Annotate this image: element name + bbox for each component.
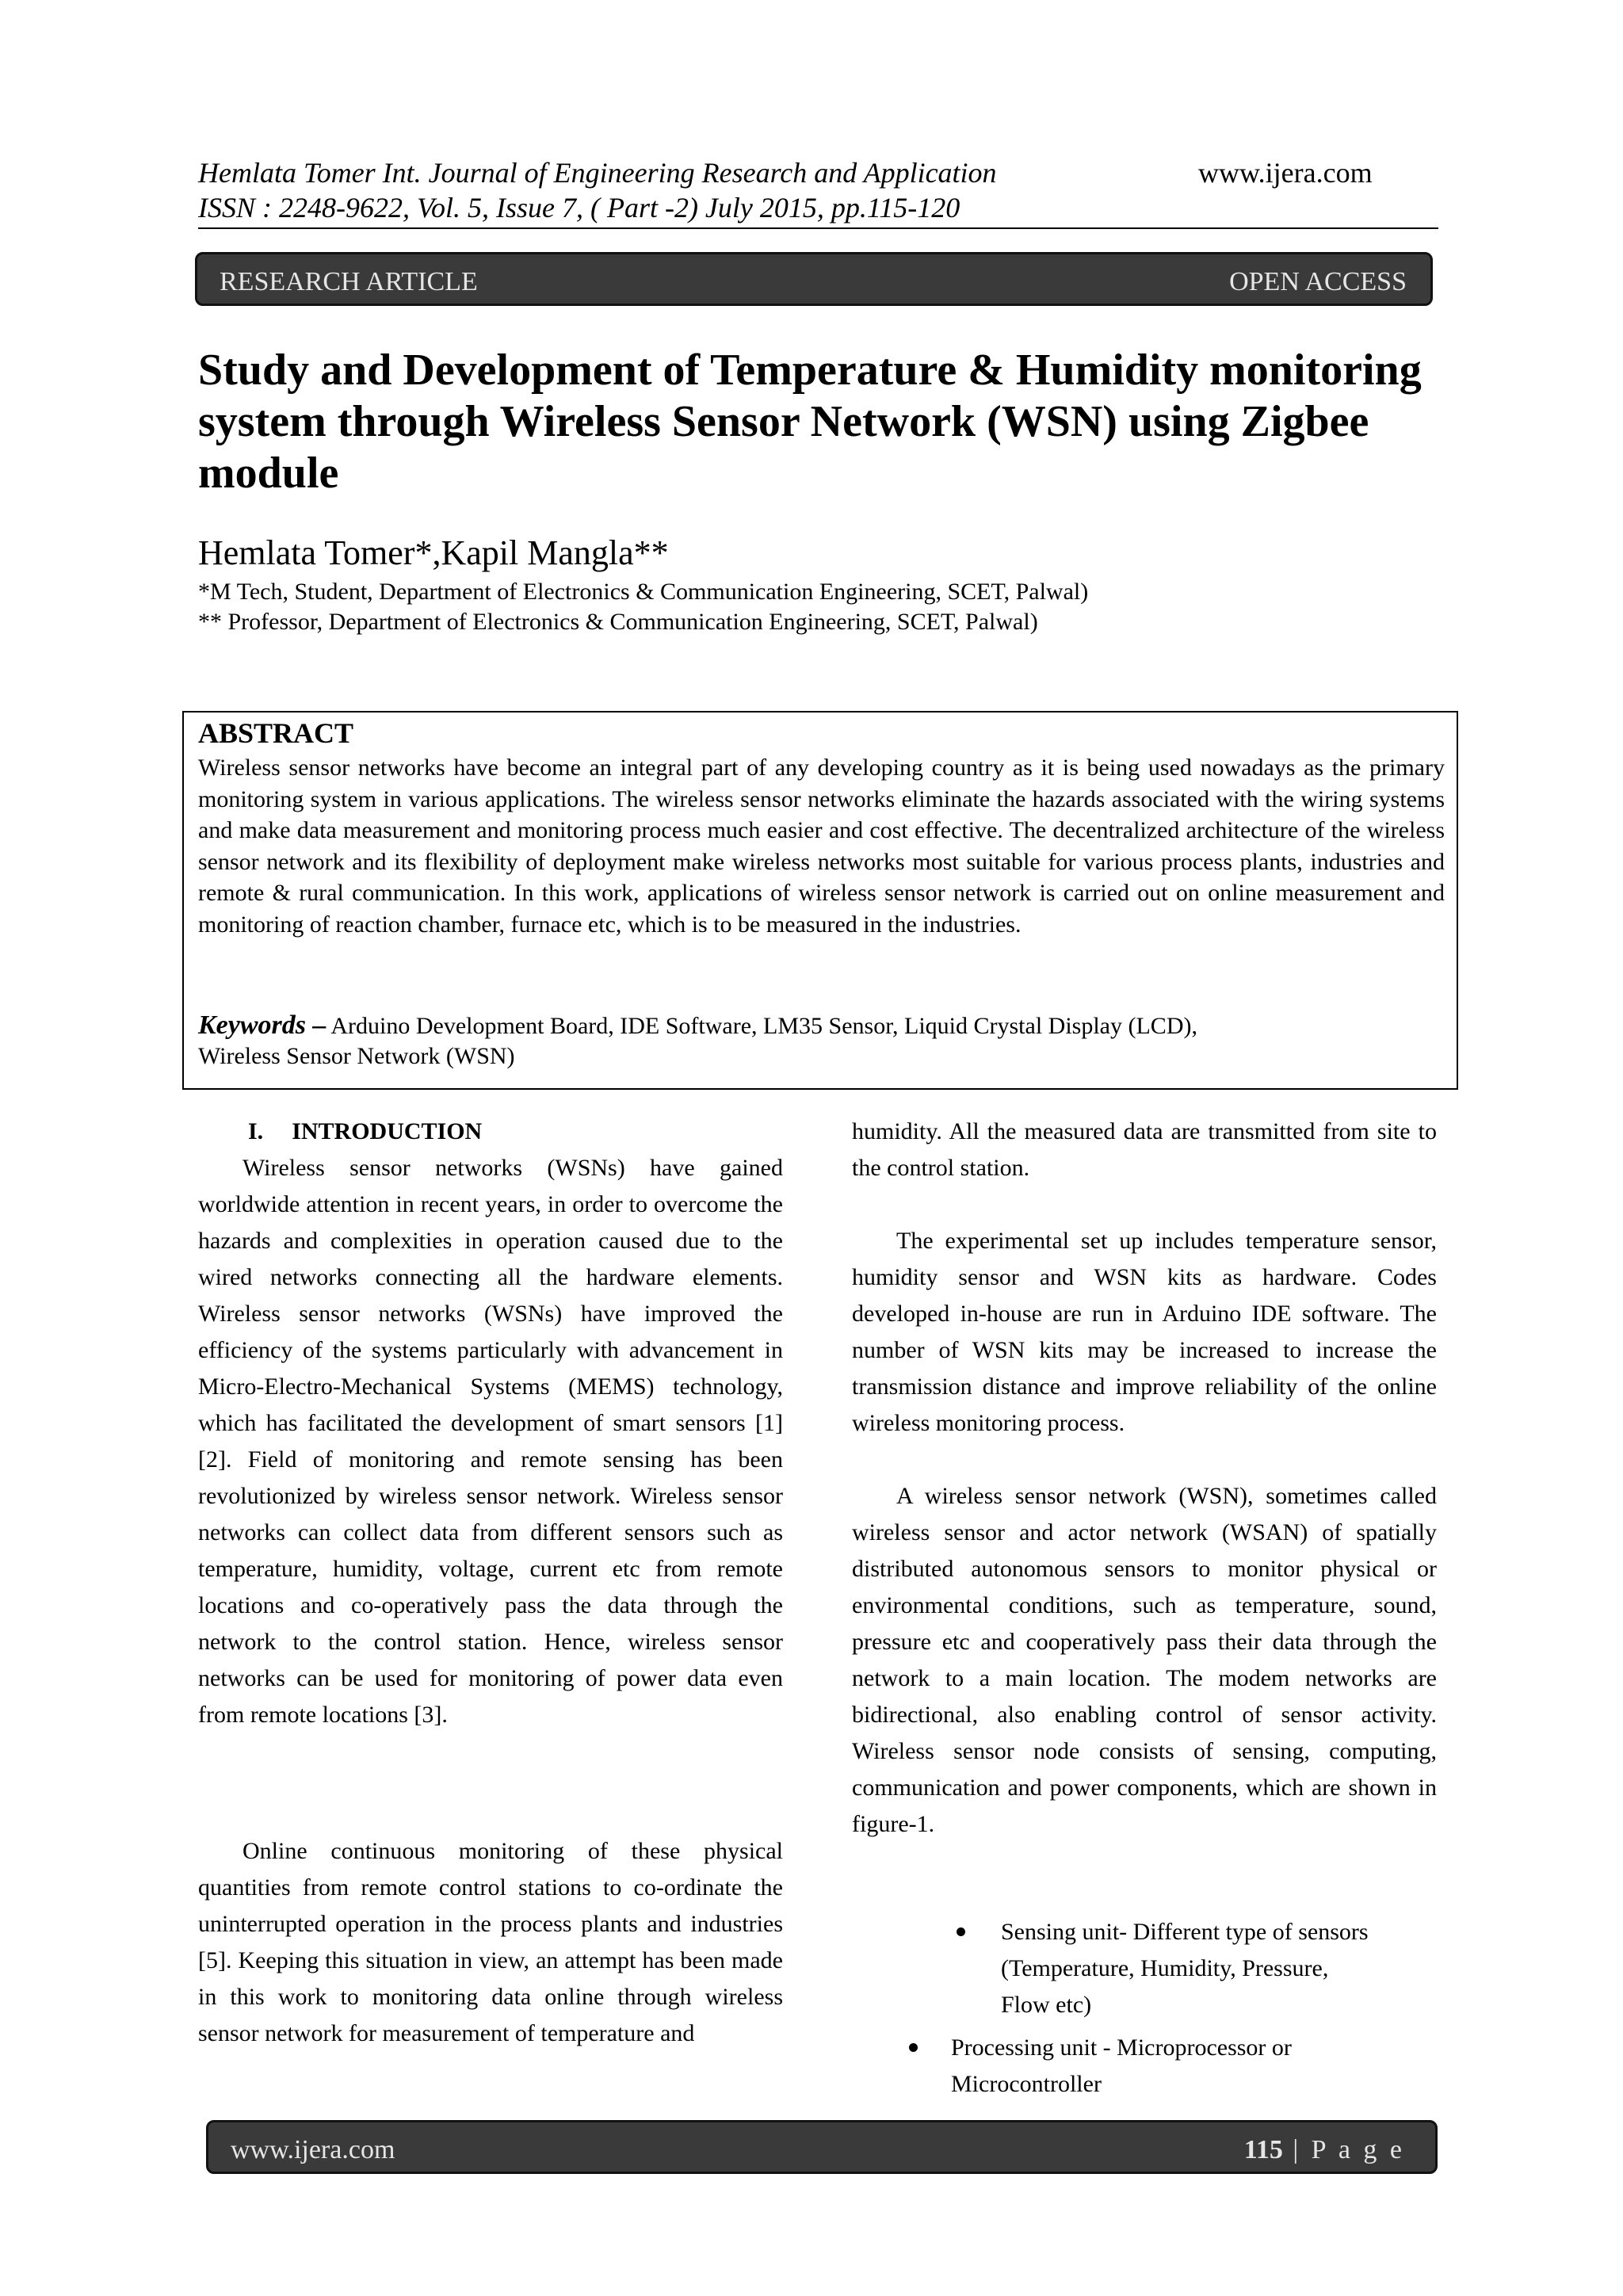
page-number: 115 xyxy=(1243,2135,1283,2164)
paper-title xyxy=(198,345,1466,499)
journal-header-line1: Hemlata Tomer Int. Journal of Engineering Research and Application xyxy=(198,157,997,189)
footer-page xyxy=(1244,2135,1405,2165)
page-label: | P a g e xyxy=(1282,2135,1405,2164)
affiliation-1: *M Tech, Student, Department of Electronics & Communication Engineering, SCET, Palwal) xyxy=(198,579,1089,605)
footer-website: www.ijera.com xyxy=(231,2135,395,2164)
right-paragraph-0: humidity. All the measured data are transmitted from site to the control station. xyxy=(852,1118,1437,1181)
open-access-label: OPEN ACCESS xyxy=(1229,267,1407,296)
bullet1-line-3: Flow etc) xyxy=(1001,1992,1092,2018)
bullet-item-processing-unit xyxy=(951,2030,1442,2103)
title-line-3: module xyxy=(198,449,339,498)
header-website: www.ijera.com xyxy=(1198,157,1373,189)
research-article-label: RESEARCH ARTICLE xyxy=(220,267,478,296)
right-paragraph-2: A wireless sensor network (WSN), sometimes called wireless sensor and actor network (WSAN) of spatially distributed autonomous sensors to monitor physical or environmental conditions, such as temperature, sound, pressure etc and cooperatively pass their data through the network to a main location. The modem networks are bidirectional, also enabling control of sensor activity. Wireless sensor node consists of sensing, computing, communication and power components, which are shown in figure-1. xyxy=(852,1483,1437,1837)
abstract-heading: ABSTRACT xyxy=(198,717,354,749)
abstract-text: Wireless sensor networks have become an integral part of any developing country as it is being used nowadays as the primary monitoring system in various applications. The wireless sensor networks eliminate the hazards associated with the wiring systems and make data measurement and monitoring process much easier and cost effective. The decentralized architecture of the wireless sensor network and its flexibility of deployment make wireless networks most suitable for various process plants, industries and remote & rural communication. In this work, applications of wireless sensor network is carried out on online measurement and monitoring of reaction chamber, furnace etc, which is to be measured in the industries. xyxy=(198,755,1445,938)
bullet1-line-2: (Temperature, Humidity, Pressure, xyxy=(1001,1955,1329,1981)
keywords-line-2: Wireless Sensor Network (WSN) xyxy=(198,1043,515,1069)
affiliation-2: ** Professor, Department of Electronics & Communication Engineering, SCET, Palwal) xyxy=(198,609,1038,635)
journal-header-line2: ISSN : 2248-9622, Vol. 5, Issue 7, ( Part -2) July 2015, pp.115-120 xyxy=(198,192,960,223)
right-paragraph-1: The experimental set up includes temperature sensor, humidity sensor and WSN kits as hardware. Codes developed in-house are run in Arduino IDE software. The number of WSN kits may be increased to increase the transmission distance and improve reliability of the online wireless monitoring process. xyxy=(852,1228,1437,1436)
bullet1-line-1: Sensing unit- Different type of sensors xyxy=(1001,1919,1369,1945)
section-heading-introduction xyxy=(248,1114,482,1150)
authors: Hemlata Tomer*,Kapil Mangla** xyxy=(198,533,669,572)
section-number: I. xyxy=(248,1118,264,1144)
bullet2-line-2: Microcontroller xyxy=(951,2071,1102,2097)
intro-paragraph-2: Online continuous monitoring of these physical quantities from remote control stations to co-ordinate the uninterrupted operation in the process plants and industries [5]. Keeping this situation in view, an attempt has been made in this work to monitoring data online through wireless sensor network for measurement of temperature and xyxy=(198,1838,783,2046)
footer-bar xyxy=(206,2120,1438,2174)
keywords xyxy=(198,1010,1445,1072)
title-line-1: Study and Development of Temperature & Humidity monitoring xyxy=(198,346,1422,395)
bullet-item-sensing-unit xyxy=(1001,1914,1445,2023)
bullet-dot-1 xyxy=(957,1927,965,1936)
bullet2-line-1: Processing unit - Microprocessor or xyxy=(951,2034,1292,2061)
keywords-label: Keywords – xyxy=(198,1010,327,1040)
section-title: INTRODUCTION xyxy=(292,1118,483,1144)
article-type-banner xyxy=(195,252,1433,306)
bullet-dot-2 xyxy=(909,2043,918,2052)
header-rule xyxy=(198,227,1438,229)
title-line-2: system through Wireless Sensor Network (WSN) using Zigbee xyxy=(198,397,1369,446)
intro-paragraph-1: Wireless sensor networks (WSNs) have gained worldwide attention in recent years, in order to overcome the hazards and complexities in operation caused due to the wired networks connecting all the hardware elements. Wireless sensor networks (WSNs) have improved the efficiency of the systems particularly with advancement in Micro-Electro-Mechanical Systems (MEMS) technology, which has facilitated the development of smart sensors [1][2]. Field of monitoring and remote sensing has been revolutionized by wireless sensor network. Wireless sensor networks can collect data from different sensors such as temperature, humidity, voltage, current etc from remote locations and co-operatively pass the data through the network to the control station. Hence, wireless sensor networks can be used for monitoring of power data even from remote locations [3]. xyxy=(198,1155,783,1728)
keywords-line-1: Arduino Development Board, IDE Software, LM35 Sensor, Liquid Crystal Display (LCD), xyxy=(326,1013,1197,1039)
